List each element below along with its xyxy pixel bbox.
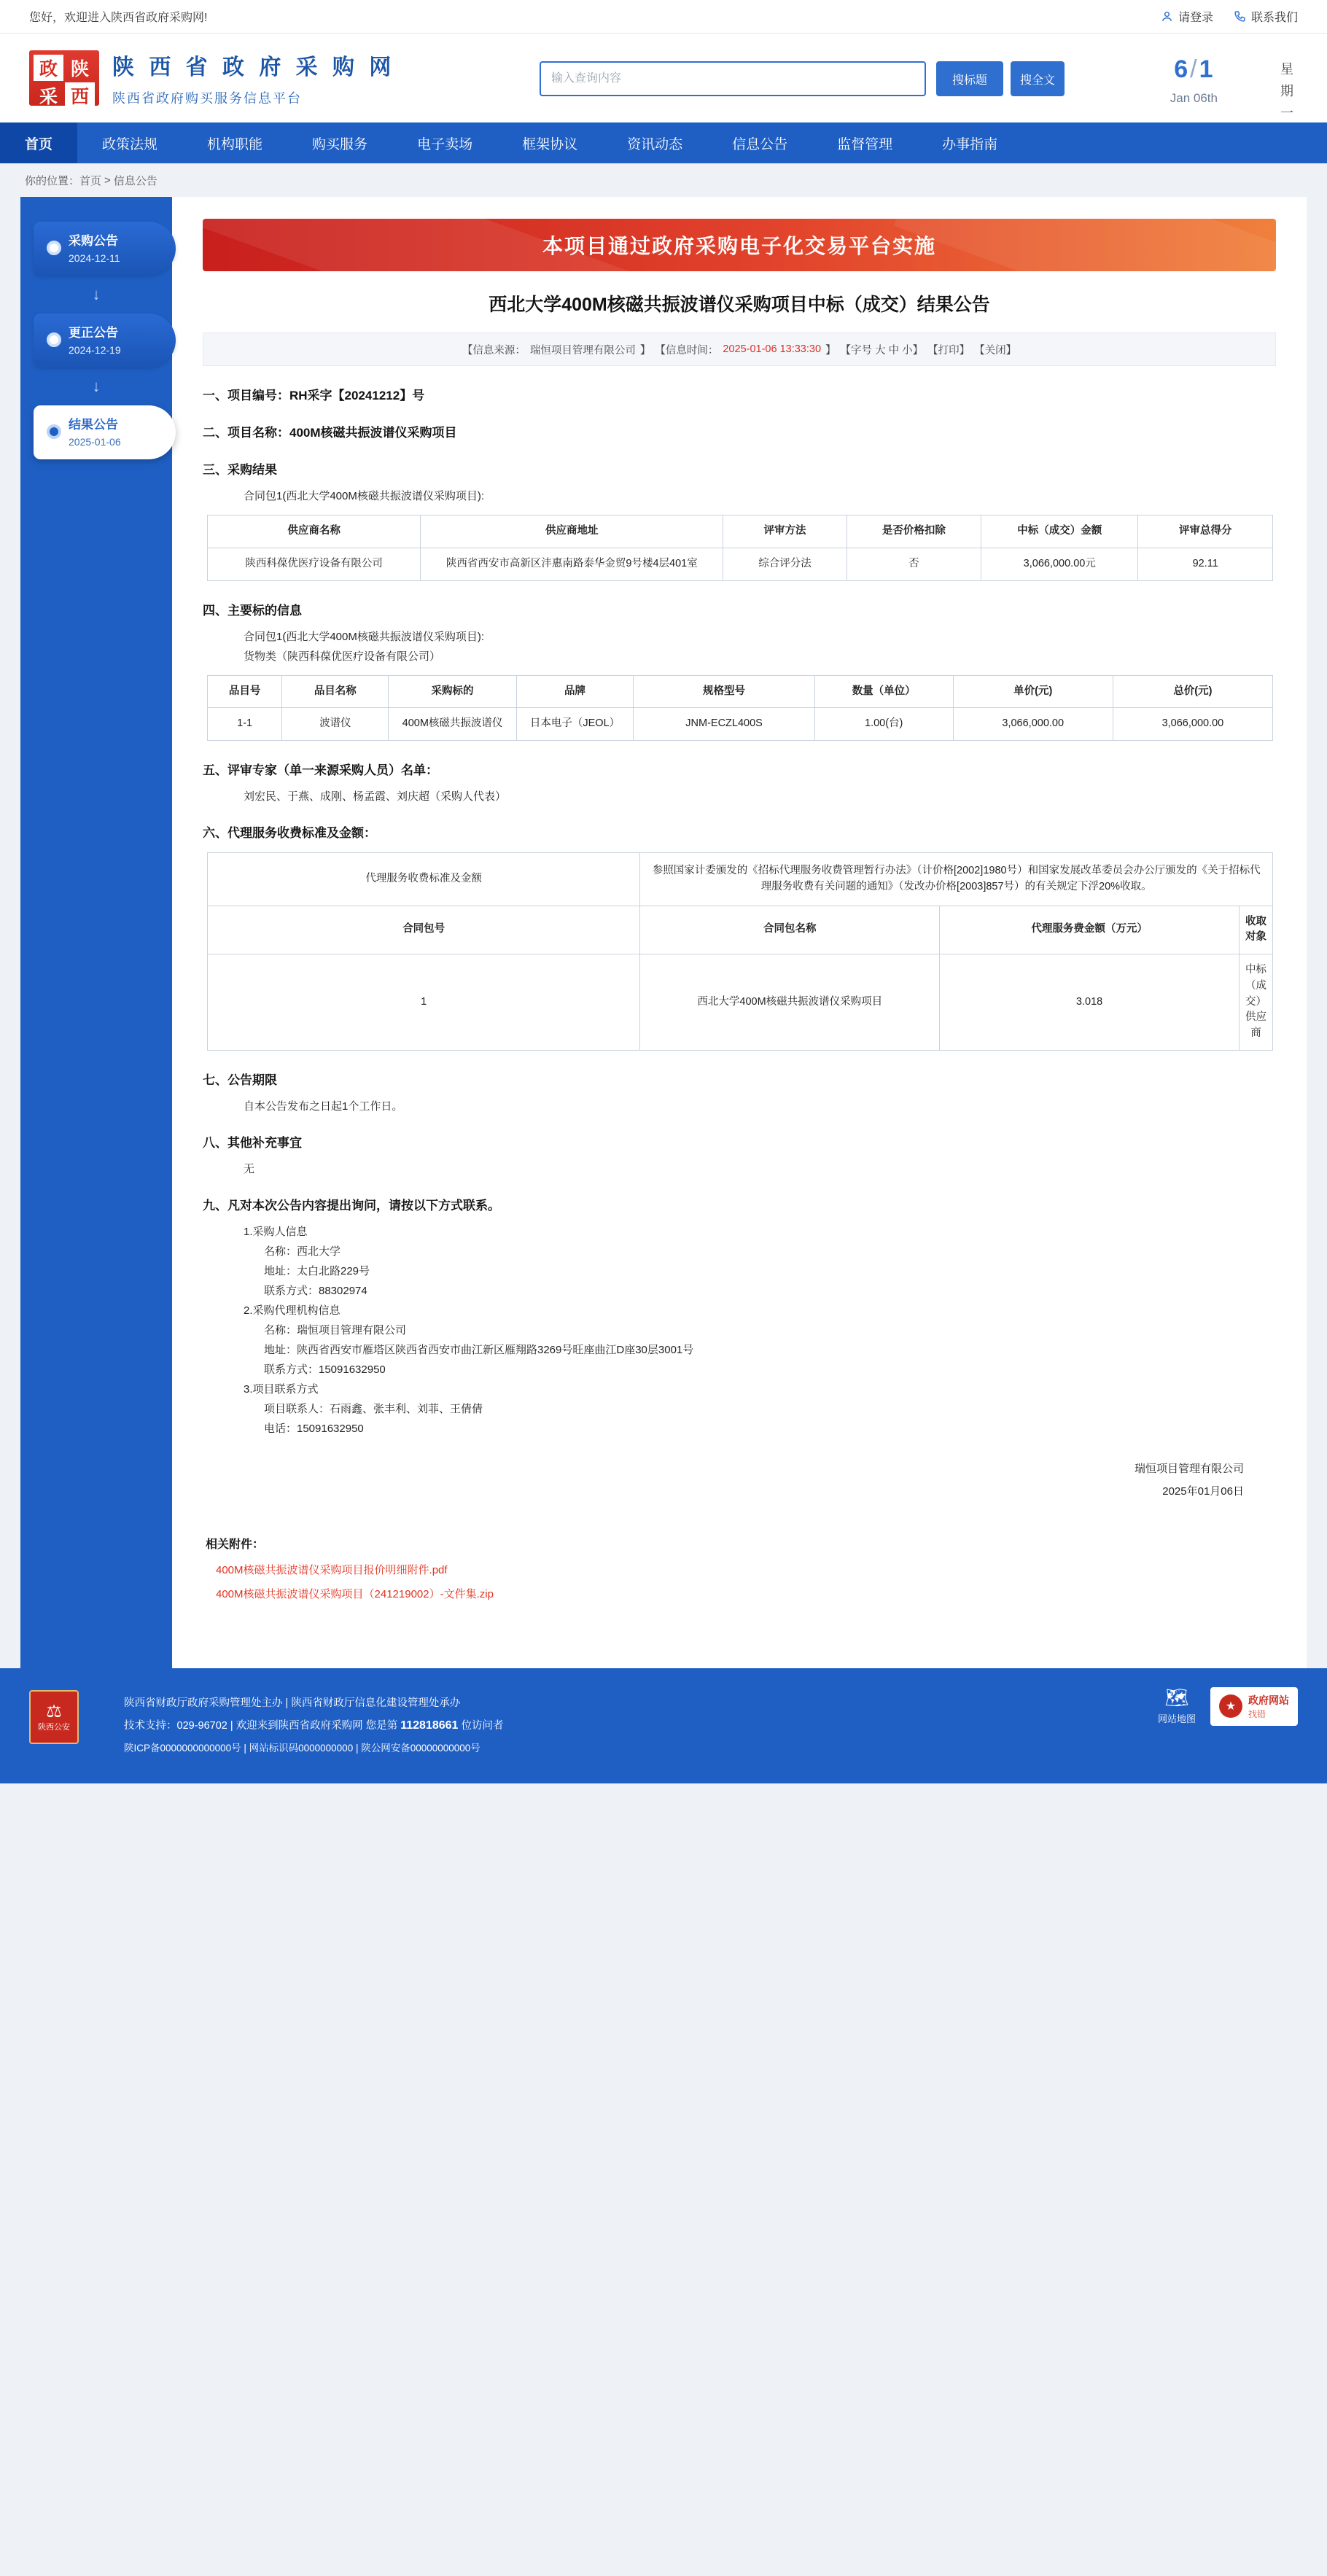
breadcrumb-item-home[interactable]: 首页	[79, 174, 102, 187]
attachment-link-pdf[interactable]: 400M核磁共振波谱仪采购项目报价明细附件.pdf	[216, 1563, 448, 1576]
logo-mark-icon	[29, 50, 99, 106]
cell-total-score: 92.11	[1138, 548, 1273, 580]
date-month: 6	[1174, 55, 1189, 83]
gov-emblem-icon: ★	[1219, 1694, 1242, 1718]
th-unit-price: 单价(元)	[953, 675, 1113, 708]
main-category-intro: 货物类（陕西科葆优医疗设备有限公司）	[244, 650, 441, 663]
page-body	[0, 197, 1327, 1668]
site-map-label: 网站地图	[1157, 1713, 1196, 1724]
section-heading-notice-period: 七、公告期限	[203, 1073, 277, 1087]
signature-org: 瑞恒项目管理有限公司	[1134, 1462, 1244, 1475]
cell-unit-price: 3,066,000.00	[953, 708, 1113, 741]
font-size-control[interactable]: 【字号 大 中 小】	[840, 344, 924, 357]
footer-support-prefix: 技术支持：029-96702 | 欢迎来到陕西省政府采购网 您是第	[124, 1719, 401, 1732]
gov-report-sub-label: 找错	[1248, 1708, 1266, 1719]
other-matters-text: 无	[244, 1162, 255, 1175]
search-input[interactable]	[540, 61, 926, 96]
contact-group-heading-project: 3.项目联系方式	[244, 1382, 319, 1396]
signature-date: 2025年01月06日	[1162, 1484, 1244, 1498]
result-table	[207, 515, 1273, 581]
site-footer	[0, 1668, 1327, 1783]
login-label: 请登录	[1178, 12, 1213, 24]
cell-model: JNM-ECZL400S	[634, 708, 814, 741]
th-total-score: 评审总得分	[1138, 515, 1273, 548]
project-contact-phone: 电话：15091632950	[264, 1422, 364, 1435]
th-award-amount: 中标（成交）金额	[981, 515, 1138, 548]
date-separator: /	[1190, 55, 1198, 83]
map-icon: 🗺	[1164, 1686, 1189, 1708]
cell-supplier-name: 陕西科葆优医疗设备有限公司	[208, 548, 421, 580]
cell-price-deduction: 否	[847, 548, 981, 580]
nav-item-emarket[interactable]: 电子卖场	[417, 136, 473, 152]
notice-period-text: 自本公告发布之日起1个工作日。	[244, 1100, 403, 1113]
cell-procurement-target: 400M核磁共振波谱仪	[389, 708, 516, 741]
th-package-no: 合同包号	[208, 906, 640, 954]
cell-award-amount: 3,066,000.00元	[981, 548, 1138, 580]
date-day: 1	[1199, 55, 1214, 83]
meta-source-label: 【信息来源：	[462, 344, 526, 357]
timeline-arrow-icon-1: ↓	[92, 285, 101, 303]
document-content	[172, 197, 1307, 1668]
cell-brand: 日本电子（JEOL）	[516, 708, 634, 741]
login-link[interactable]	[1161, 8, 1213, 25]
cell-item-no: 1-1	[208, 708, 282, 741]
th-agent-fee-amount: 代理服务费金额（万元）	[940, 906, 1240, 954]
police-badge-label: 陕西公安	[38, 1722, 70, 1732]
experts-list: 刘宏民、于燕、成刚、杨孟霞、刘庆超（采购人代表）	[244, 790, 507, 803]
top-bar	[0, 0, 1327, 34]
agency-phone: 联系方式：15091632950	[264, 1363, 386, 1376]
sidebar-item-title: 采购公告	[69, 233, 118, 248]
purchaser-address: 地址：太白北路229号	[264, 1264, 370, 1277]
banner-text: 本项目通过政府采购电子化交易平台实施	[542, 235, 936, 257]
main-package-intro: 合同包1(西北大学400M核磁共振波谱仪采购项目):	[244, 630, 485, 643]
breadcrumb-item-announcements[interactable]: 信息公告	[113, 174, 157, 187]
th-total-price: 总价(元)	[1113, 675, 1272, 708]
timeline-dot-icon	[47, 424, 61, 439]
weekday-label: 星期一	[1280, 62, 1293, 120]
th-procurement-target: 采购标的	[389, 675, 516, 708]
sidebar-item-title: 更正公告	[69, 325, 118, 340]
section-heading-project-number: 一、项目编号：RH采字【20241212】号	[203, 389, 425, 402]
date-english: Jan 06th	[1170, 91, 1218, 105]
nav-item-framework[interactable]: 框架协议	[522, 136, 578, 152]
police-emblem-icon: ⚖	[46, 1701, 62, 1721]
sidebar-item-date: 2025-01-06	[69, 436, 121, 448]
logo-char-1: 政	[34, 55, 63, 81]
logo-char-4: 西	[65, 82, 95, 109]
cell-supplier-address: 陕西省西安市高新区沣惠南路泰华金贸9号楼4层401室	[421, 548, 723, 580]
table-header-row	[208, 515, 1273, 548]
project-contact-persons: 项目联系人：石雨鑫、张丰利、刘菲、王倩倩	[264, 1402, 483, 1415]
agency-name: 名称：瑞恒项目管理有限公司	[264, 1323, 407, 1336]
welcome-text: 您好，欢迎进入陕西省政府采购网!	[29, 12, 208, 24]
breadcrumb-separator: >	[104, 174, 111, 187]
agency-address: 地址：陕西省西安市雁塔区陕西省西安市曲江新区雁翔路3269号旺座曲江D座30层3001号	[264, 1343, 694, 1356]
attachments-heading: 相关附件：	[206, 1538, 265, 1551]
th-model: 规格型号	[634, 675, 814, 708]
section-heading-agent-fee: 六、代理服务收费标准及金额：	[203, 826, 376, 840]
th-price-deduction: 是否价格扣除	[847, 515, 981, 548]
meta-time-close: 】	[825, 344, 836, 357]
meta-time-label: 【信息时间：	[655, 344, 719, 357]
meta-source-close: 】	[639, 344, 651, 357]
timeline-dot-icon	[47, 332, 61, 347]
timeline-arrow-icon-2: ↓	[92, 377, 101, 395]
search-fulltext-button[interactable]: 搜全文	[1011, 61, 1065, 96]
sidebar-item-purchase-notice[interactable]	[28, 222, 172, 276]
section-heading-contacts: 九、凡对本次公告内容提出询问，请按以下方式联系。	[203, 1198, 500, 1213]
footer-support-line	[124, 1717, 1298, 1732]
table-header-row	[208, 906, 1273, 954]
th-fee-payer: 收取对象	[1239, 906, 1272, 954]
top-bar-actions	[1161, 8, 1298, 25]
meta-time-value: 2025-01-06 13:33:30	[723, 343, 822, 355]
th-quantity: 数量（单位）	[814, 675, 953, 708]
th-brand: 品牌	[516, 675, 634, 708]
cell-fee-payer: 中标（成交）供应商	[1239, 954, 1272, 1051]
site-subtitle: 陕西省政府购买服务信息平台	[112, 91, 302, 106]
page-title: 西北大学400M核磁共振波谱仪采购项目中标（成交）结果公告	[489, 295, 990, 315]
section-heading-main-items: 四、主要标的信息	[203, 603, 302, 618]
sidebar-item-correction-notice[interactable]	[28, 314, 172, 367]
search-title-button[interactable]: 搜标题	[936, 61, 1003, 96]
phone-icon	[1234, 10, 1246, 23]
date-display	[1170, 55, 1218, 106]
nav-item-policy[interactable]: 政策法规	[102, 136, 158, 152]
section-heading-project-name: 二、项目名称：400M核磁共振波谱仪采购项目	[203, 426, 457, 440]
sidebar-item-date: 2024-12-11	[69, 252, 120, 265]
section-heading-experts: 五、评审专家（单一来源采购人员）名单：	[203, 763, 438, 777]
result-package-intro: 合同包1(西北大学400M核磁共振波谱仪采购项目):	[244, 490, 485, 502]
signature-block	[203, 1460, 1244, 1498]
gov-report-main-label: 政府网站	[1248, 1694, 1289, 1706]
th-supplier-address: 供应商地址	[421, 515, 723, 548]
contact-group-heading-agency: 2.采购代理机构信息	[244, 1304, 340, 1317]
sidebar-timeline	[20, 197, 172, 1668]
site-title: 陕 西 省 政 府 采 购 网	[112, 55, 396, 79]
contact-link[interactable]	[1234, 8, 1298, 25]
sidebar-item-date: 2024-12-19	[69, 344, 121, 357]
cell-package-no: 1	[208, 954, 640, 1051]
logo-char-3: 采	[39, 87, 58, 107]
purchaser-name: 名称：西北大学	[264, 1245, 341, 1258]
th-supplier-name: 供应商名称	[208, 515, 421, 548]
agent-fee-table	[207, 852, 1273, 1051]
cell-total-price: 3,066,000.00	[1113, 708, 1272, 741]
document-meta-bar	[203, 332, 1276, 366]
user-icon	[1161, 10, 1173, 23]
sidebar-item-title: 结果公告	[69, 417, 118, 432]
nav-item-announcements[interactable]: 信息公告	[732, 136, 788, 152]
platform-banner	[203, 219, 1276, 271]
cell-quantity: 1.00(台)	[814, 708, 953, 741]
breadcrumb	[0, 163, 1327, 197]
nav-item-home[interactable]: 首页	[0, 122, 77, 163]
attachment-link-zip[interactable]: 400M核磁共振波谱仪采购项目（241219002）-文件集.zip	[216, 1587, 494, 1600]
cell-agent-fee-note: 参照国家计委颁发的《招标代理服务收费管理暂行办法》（计价格[2002]1980号）和国家发展改革委员会办公厅颁发的《关于招标代理服务收费有关问题的通知》（发改办价格[2003]857号）的有关规定下浮20%收取。	[640, 853, 1273, 906]
purchaser-phone: 联系方式：88302974	[264, 1284, 367, 1297]
footer-support-suffix: 位访问者	[458, 1719, 504, 1732]
police-badge-icon	[29, 1690, 79, 1744]
th-item-no: 品目号	[208, 675, 282, 708]
breadcrumb-prefix: 你的位置：	[25, 174, 80, 187]
nav-item-news[interactable]: 资讯动态	[627, 136, 683, 152]
main-items-table	[207, 675, 1273, 742]
section-heading-other: 八、其他补充事宜	[203, 1135, 302, 1150]
gov-website-report-button[interactable]	[1210, 1687, 1298, 1726]
site-logo[interactable]	[29, 49, 395, 107]
site-header	[0, 34, 1327, 122]
site-map-link[interactable]	[1158, 1688, 1196, 1725]
cell-agent-fee-standard-label: 代理服务收费标准及金额	[208, 853, 640, 906]
footer-icp-line: 陕ICP备0000000000000号 | 网站标识码0000000000 | 陕公网安备00000000000号	[124, 1742, 480, 1754]
section-heading-result: 三、采购结果	[203, 463, 277, 477]
table-row	[208, 708, 1273, 741]
cell-agent-fee-amount: 3.018	[940, 954, 1240, 1051]
visitor-count: 112818661	[400, 1719, 459, 1732]
table-row	[208, 548, 1273, 580]
search-area	[540, 61, 1065, 96]
sidebar-item-result-notice[interactable]	[28, 405, 172, 459]
cell-package-name: 西北大学400M核磁共振波谱仪采购项目	[640, 954, 940, 1051]
th-review-method: 评审方法	[723, 515, 847, 548]
cell-item-name: 波谱仪	[282, 708, 389, 741]
nav-item-guide[interactable]: 办事指南	[942, 136, 998, 152]
th-item-name: 品目名称	[282, 675, 389, 708]
meta-source-value: 瑞恒项目管理有限公司	[529, 344, 636, 357]
footer-authority-line: 陕西省财政厅政府采购管理处主办 | 陕西省财政厅信息化建设管理处承办	[124, 1697, 461, 1709]
table-row	[208, 853, 1273, 906]
table-header-row	[208, 675, 1273, 708]
nav-item-functions[interactable]: 机构职能	[207, 136, 263, 152]
print-button[interactable]: 【打印】	[927, 344, 970, 357]
main-nav	[0, 122, 1327, 163]
timeline-dot-icon	[47, 241, 61, 255]
th-package-name: 合同包名称	[640, 906, 940, 954]
footer-links	[1158, 1687, 1298, 1726]
contact-group-heading-purchaser: 1.采购人信息	[244, 1225, 308, 1238]
nav-item-purchase-service[interactable]: 购买服务	[312, 136, 368, 152]
logo-char-2: 陕	[70, 59, 89, 79]
nav-item-supervision[interactable]: 监督管理	[837, 136, 893, 152]
close-button[interactable]: 【关闭】	[974, 344, 1017, 357]
cell-review-method: 综合评分法	[723, 548, 847, 580]
contact-label: 联系我们	[1250, 12, 1298, 24]
table-row	[208, 954, 1273, 1051]
